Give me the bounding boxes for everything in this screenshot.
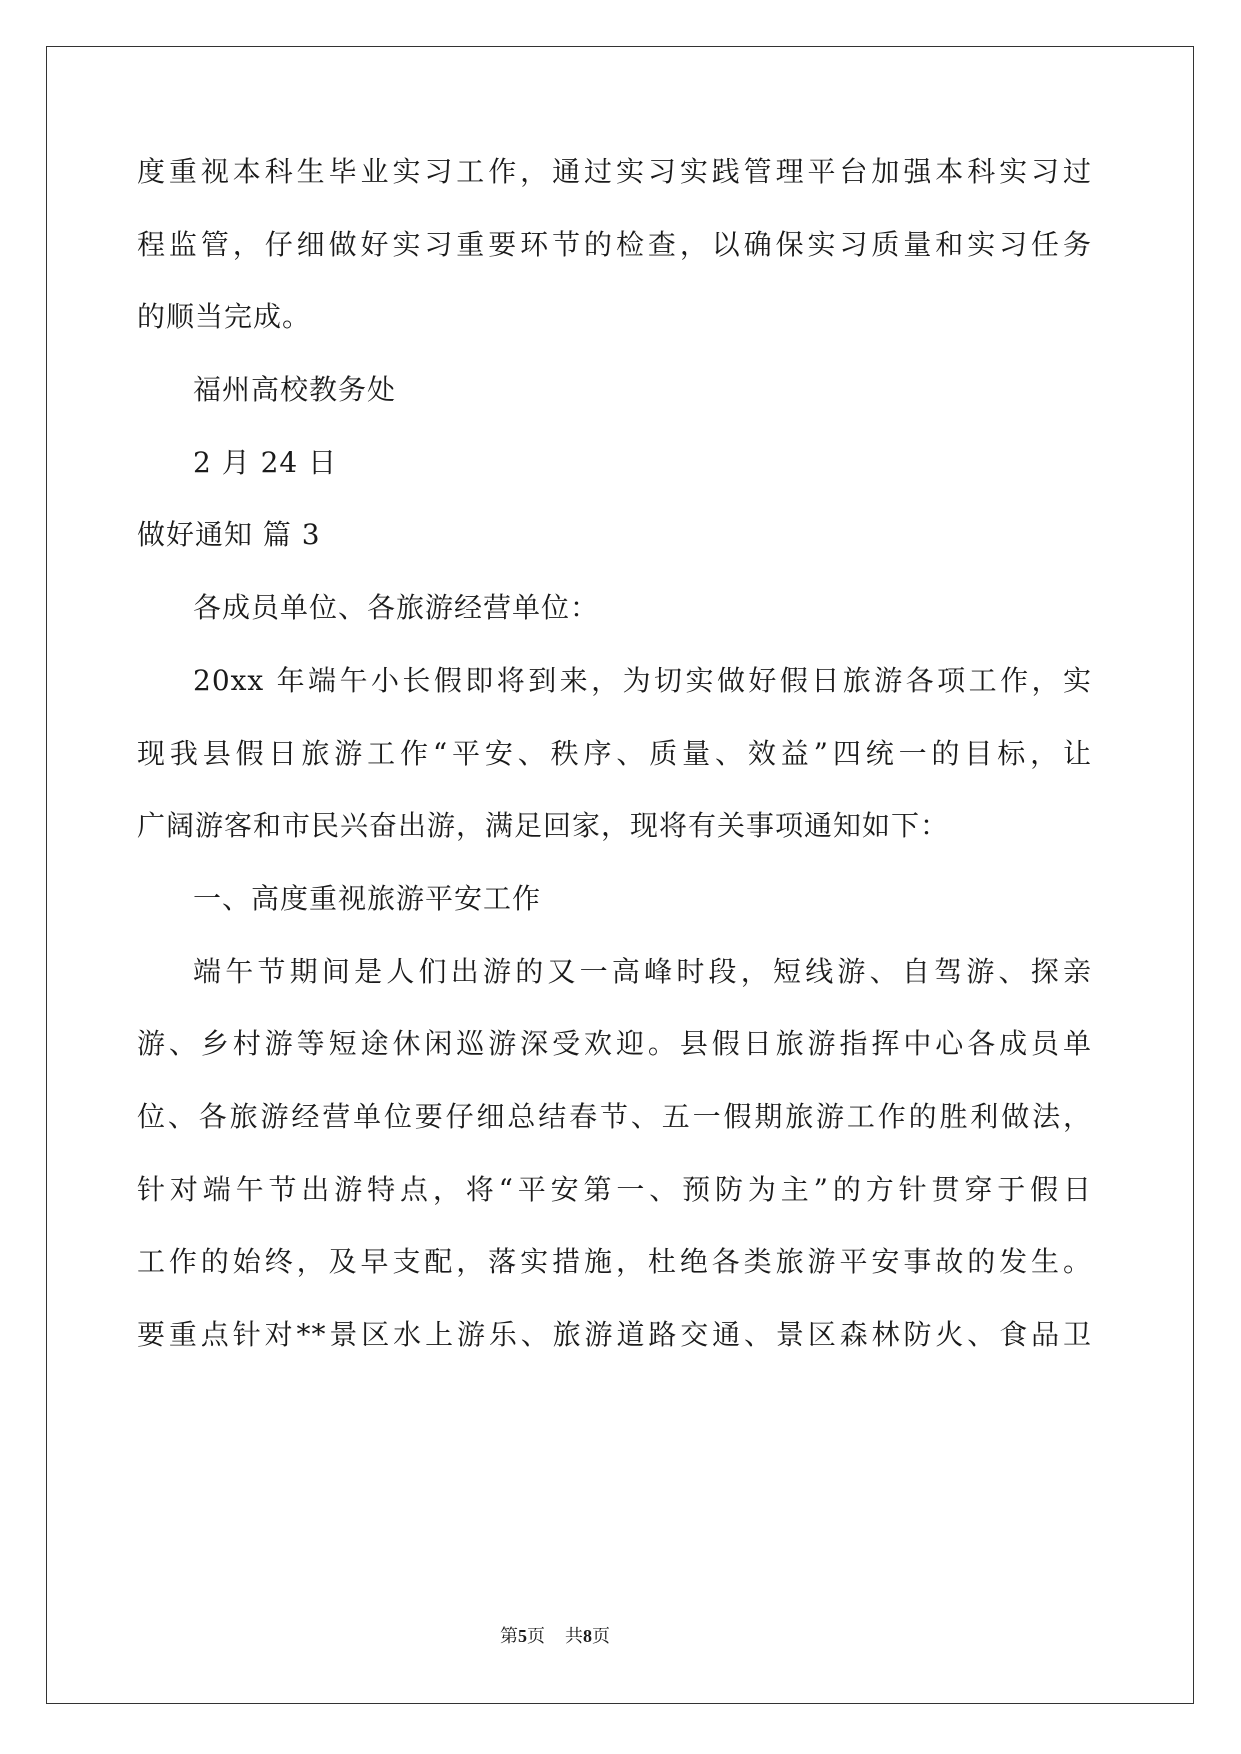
text-line: 度重视本科生毕业实习工作，通过实习实践管理平台加强本科实习过 — [137, 155, 1092, 188]
text-line: 的顺当完成。 — [137, 300, 312, 334]
text-line: 工作的始终，及早支配，落实措施，杜绝各类旅游平安事故的发生。 — [137, 1245, 1092, 1279]
subsection-heading: 一、高度重视旅游平安工作 — [193, 881, 542, 915]
text-line: 位、各旅游经营单位要仔细总结春节、五一假期旅游工作的胜利做法， — [137, 1099, 1092, 1133]
document-body — [137, 136, 1092, 1372]
section-heading: 做好通知 篇 3 — [137, 518, 321, 552]
total-prefix: 共 — [565, 1626, 583, 1647]
page-suffix: 页 — [527, 1626, 545, 1647]
text-line: 针对端午节出游特点，将“平安第一、预防为主”的方针贯穿于假日 — [137, 1172, 1092, 1206]
text-line: 游、乡村游等短途休闲巡游深受欢迎。县假日旅游指挥中心各成员单 — [137, 1027, 1092, 1061]
current-page-number: 5 — [518, 1626, 527, 1646]
signature-organization: 福州高校教务处 — [193, 373, 397, 407]
text-line: 现我县假日旅游工作“平安、秩序、质量、效益”四统一的目标，让 — [137, 736, 1092, 770]
total-page-count: 8 — [583, 1626, 592, 1646]
text-line: 20xx 年端午小长假即将到来，为切实做好假日旅游各项工作，实 — [193, 663, 1092, 697]
text-line: 端午节期间是人们出游的又一高峰时段，短线游、自驾游、探亲 — [193, 954, 1092, 988]
signature-date: 2 月 24 日 — [193, 445, 338, 479]
text-line: 要重点针对**景区水上游乐、旅游道路交通、景区森林防火、食品卫 — [137, 1318, 1092, 1351]
total-suffix: 页 — [592, 1626, 610, 1647]
text-line: 程监管，仔细做好实习重要环节的检查，以确保实习质量和实习任务 — [137, 227, 1092, 261]
text-line: 广阔游客和市民兴奋出游，满足回家，现将有关事项通知如下： — [137, 809, 950, 843]
page-number-footer — [470, 1620, 640, 1652]
page-prefix: 第 — [500, 1626, 518, 1647]
salutation: 各成员单位、各旅游经营单位： — [193, 591, 600, 625]
